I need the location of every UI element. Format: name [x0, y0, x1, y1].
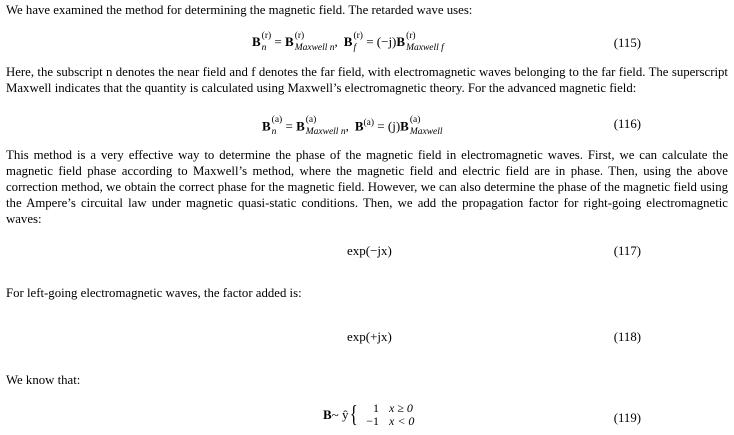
eq116-lhs1: B: [262, 118, 271, 134]
eq116-lhs1-sub: n: [271, 127, 277, 138]
eq116-equals2: = (j): [374, 118, 401, 134]
eq115-lhs1: B: [252, 34, 261, 49]
eq116-separator: ,: [345, 118, 349, 134]
equation-number-119: (119): [613, 411, 641, 425]
eq116-lhs2-sup: (a): [363, 118, 375, 128]
eq115-separator: ,: [334, 34, 338, 49]
equation-115: [252, 33, 444, 52]
eq115-rhs2-scripts: [406, 31, 444, 54]
eq115-equals2: = (−j): [362, 34, 397, 49]
paragraph-near-far: Here, the subscript n denotes the near field and f denotes the far field, with electromagnetic waves belonging to the far field. The superscript Maxwell indicates that the quantity is calculated using Maxwell’s electromagnetic theory. For the advanced magnetic field:: [6, 65, 728, 95]
eq119-case1-value: 1: [373, 401, 379, 415]
equation-number-118: (118): [613, 330, 641, 344]
eq116-rhs2: B: [400, 118, 409, 134]
eq115-rhs2-sup: (r): [406, 31, 416, 42]
eq119-case2-value: −1: [366, 414, 379, 428]
eq115-lhs1-scripts: [261, 31, 272, 54]
eq119-case-1: [361, 401, 413, 415]
equation-119: [323, 402, 414, 428]
equation-117: exp(−jx): [347, 243, 392, 258]
eq115-rhs1-sub: Maxwell n: [294, 43, 335, 54]
left-brace-icon: {: [350, 402, 359, 428]
eq115-lhs1-sub: n: [261, 43, 267, 54]
eq115-lhs2-scripts: [353, 31, 363, 54]
eq115-rhs1-sup: (r): [294, 31, 305, 42]
paragraph-we-know: We know that:: [6, 373, 81, 387]
eq115-rhs2-sub: Maxwell f: [406, 43, 444, 54]
eq115-rhs1-scripts: [294, 31, 335, 54]
eq116-rhs1-sup: (a): [305, 115, 317, 126]
eq116-lhs1-scripts: [271, 115, 283, 138]
eq115-rhs1: B: [285, 34, 294, 49]
equation-number-116: (116): [613, 117, 641, 131]
eq116-rhs2-scripts: [409, 115, 443, 138]
eq116-lhs1-sup: (a): [271, 115, 283, 126]
eq116-rhs1-sub: Maxwell n: [305, 127, 346, 138]
paragraph-method: This method is a very effective way to determine the phase of the magnetic field in electromagnetic waves. First, we can calculate the magnetic field phase according to Maxwell’s method, where the magnetic field and electric field are in phase. Then, using the above correction method, we obtain the correct phase for the magnetic field. However, we can also determine the phase of the magnetic field using the Ampere’s circuital law under magnetic quasi-static conditions. Then, we add the propagation factor for right-going electromagnetic waves:: [6, 148, 728, 226]
equation-number-115: (115): [613, 36, 641, 50]
equation-number-117: (117): [613, 244, 641, 258]
equation-116: [262, 114, 443, 136]
equation-118: exp(+jx): [347, 329, 392, 344]
eq119-relation: ~ ŷ: [331, 407, 349, 422]
eq115-lhs1-sup: (r): [261, 31, 272, 42]
eq119-lhs: B: [323, 407, 332, 422]
eq116-lhs2: B: [354, 118, 364, 134]
eq119-case1-condition: x ≥ 0: [389, 401, 413, 415]
eq116-equals1: =: [282, 118, 297, 134]
eq116-rhs1-scripts: [305, 115, 346, 138]
eq116-rhs1: B: [296, 118, 305, 134]
eq119-case-2: [361, 414, 414, 428]
eq119-cases: [361, 402, 414, 428]
eq115-lhs2-sub: f: [353, 43, 357, 54]
eq115-lhs2-sup: (r): [353, 31, 363, 42]
eq115-lhs2: B: [343, 34, 353, 49]
eq116-rhs2-sup: (a): [409, 115, 421, 126]
eq115-equals1: =: [271, 34, 286, 49]
paragraph-intro: We have examined the method for determining the magnetic field. The retarded wave uses:: [6, 3, 473, 17]
eq115-rhs2: B: [396, 34, 406, 49]
eq119-case2-condition: x < 0: [389, 414, 415, 428]
paragraph-left-going: For left-going electromagnetic waves, the factor added is:: [6, 286, 302, 300]
eq116-rhs2-sub: Maxwell: [409, 127, 443, 138]
